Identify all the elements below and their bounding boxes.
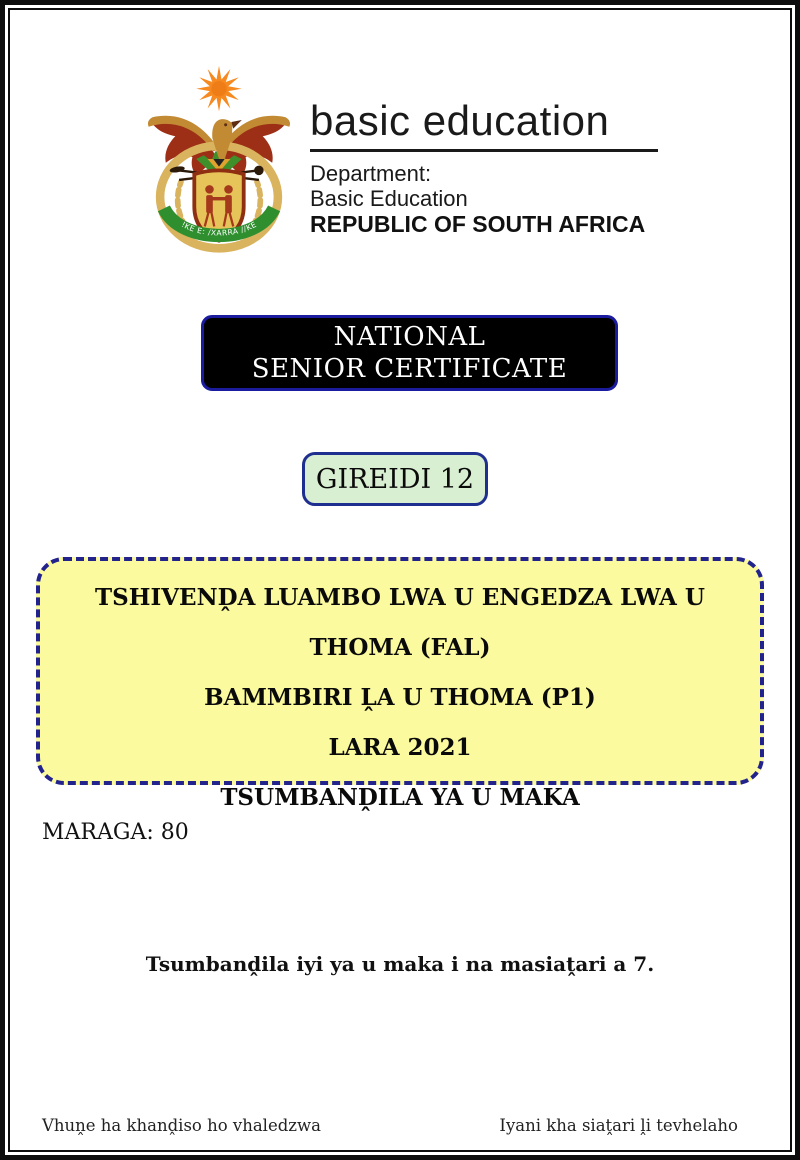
coat-of-arms-logo: [143, 60, 295, 258]
certificate-line-1: NATIONAL: [333, 322, 486, 352]
footer-copyright-note: Vhuṋe ha khanḓiso ho vhaledzwa: [42, 1116, 321, 1135]
certificate-line-2: SENIOR CERTIFICATE: [251, 354, 568, 384]
wordmark-title: basic education: [310, 97, 610, 144]
department-wordmark: [310, 60, 658, 237]
subject-line-2: BAMMBIRI ḼA U THOMA (P1): [204, 684, 596, 711]
department-label: Department:: [310, 161, 432, 186]
grade-label: GIREIDI 12: [315, 463, 475, 495]
subject-line-4: TSUMBANḒILA YA U MAKA: [220, 784, 580, 811]
subject-line-1: TSHIVENḒA LUAMBO LWA U ENGEDZA LWA U THOMA (FAL): [95, 584, 705, 661]
marks-line: MARAGA: 80: [42, 820, 189, 845]
footer-turn-over-note: Iyani kha siaṱari ḽi tevhelaho: [499, 1116, 738, 1135]
header: [143, 60, 658, 258]
country-name: REPUBLIC OF SOUTH AFRICA: [310, 211, 646, 237]
certificate-banner: [201, 315, 618, 391]
grade-badge: [302, 452, 488, 506]
subject-line-3: LARA 2021: [328, 734, 472, 761]
wordmark-rule: [310, 149, 658, 152]
pages-note: Tsumbanḓila iyi ya u maka i na masiaṱari a 7.: [145, 952, 655, 976]
subject-box: [36, 557, 764, 811]
motto-text: !KE E: /XARRA //KE: [179, 219, 259, 238]
department-name: Basic Education: [310, 186, 468, 211]
